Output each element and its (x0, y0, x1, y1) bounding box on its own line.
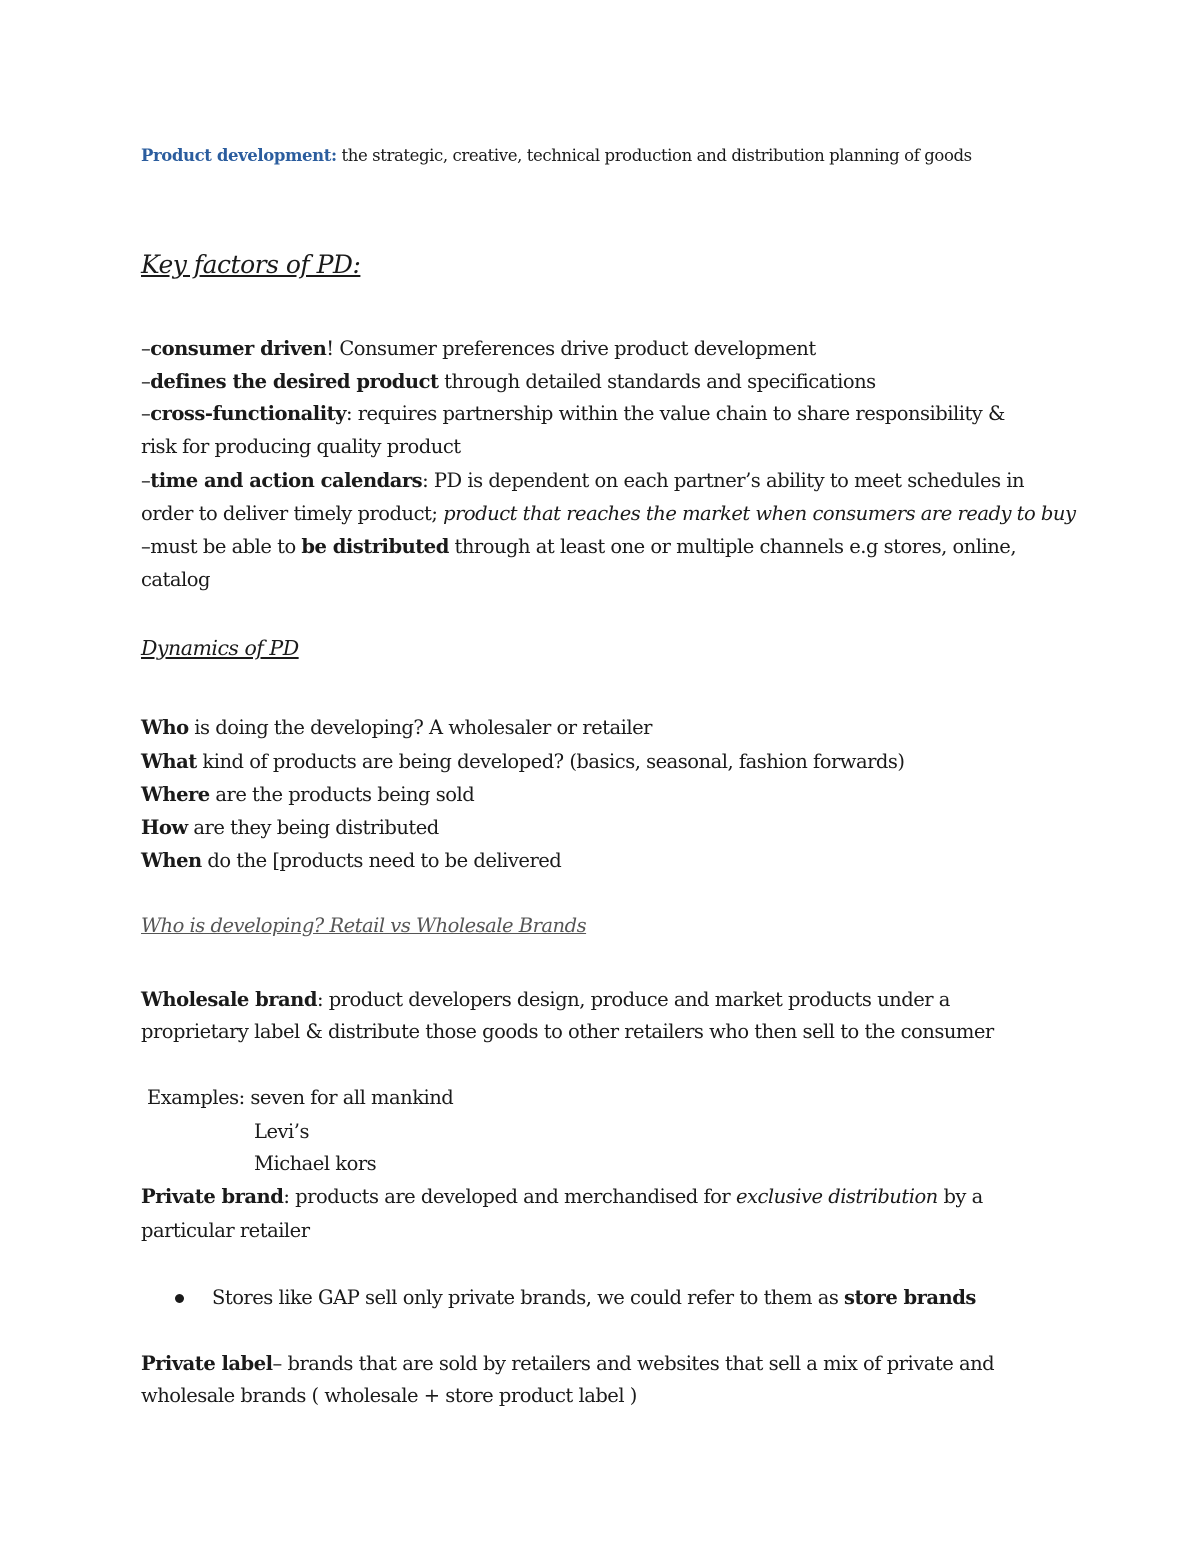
key-factor-term: consumer driven (150, 337, 327, 360)
wholesale-brand-line (141, 983, 950, 1016)
key-factor-term: time and action calendars (150, 469, 423, 492)
key-factor-continuation: catalog (141, 568, 210, 591)
dash: – (141, 469, 151, 492)
dynamics-question-word: How (141, 816, 188, 839)
key-factor-term: cross-functionality (150, 402, 346, 425)
key-factor-text: : PD is dependent on each partner’s ability to meet schedules in (422, 469, 1025, 492)
key-factor-term: defines the desired product (150, 370, 439, 393)
dynamics-text: are the products being sold (209, 783, 475, 806)
definition-line (141, 139, 972, 172)
dash: – (141, 535, 151, 558)
key-factor-item (141, 464, 1024, 497)
example-item: Michael kors (254, 1152, 377, 1175)
dash: – (141, 402, 151, 425)
key-factors-heading: Key factors of PD: (141, 250, 361, 279)
private-label-term: Private label (141, 1352, 273, 1375)
private-brand-term: Private brand (141, 1185, 284, 1208)
key-factor-text: : requires partnership within the value chain to share responsibility & (345, 402, 1005, 425)
dynamics-question-word: When (141, 849, 202, 872)
key-factor-item (141, 530, 1016, 563)
wholesale-brand-term: Wholesale brand (141, 988, 317, 1011)
key-factor-item (141, 397, 1005, 430)
examples-label: Examples: seven for all mankind (147, 1086, 454, 1109)
dynamics-item (141, 844, 561, 877)
dash: – (141, 370, 151, 393)
private-label-continuation: wholesale brands ( wholesale + store product label ) (141, 1384, 637, 1407)
key-factor-text: through at least one or multiple channels e.g stores, online, (448, 535, 1017, 558)
private-brand-line (141, 1180, 983, 1213)
private-brand-continuation: particular retailer (141, 1219, 310, 1242)
key-factor-emphasis: product that reaches the market when consumers are ready to buy (443, 502, 1076, 525)
definition-text: the strategic, creative, technical production and distribution planning of goods (336, 146, 972, 165)
dash: – (141, 337, 151, 360)
dynamics-question-word: What (141, 750, 197, 773)
dynamics-heading: Dynamics of PD (141, 636, 299, 660)
bullet-text: Stores like GAP sell only private brands, we could refer to them as (212, 1286, 845, 1309)
definition-term: Product development: (141, 146, 337, 165)
private-brand-text: by a (937, 1185, 983, 1208)
private-label-text: – brands that are sold by retailers and websites that sell a mix of private and (272, 1352, 995, 1375)
dynamics-item (141, 778, 474, 811)
key-factor-text: ! Consumer preferences drive product development (326, 337, 816, 360)
key-factor-term: be distributed (301, 535, 449, 558)
bullet-item (212, 1281, 976, 1314)
retail-vs-wholesale-heading: Who is developing? Retail vs Wholesale Brands (141, 914, 587, 937)
private-brand-text: : products are developed and merchandised for (283, 1185, 736, 1208)
key-factor-continuation (141, 497, 1076, 530)
bullet-dot-icon (175, 1294, 184, 1303)
private-label-line (141, 1347, 994, 1380)
key-factor-continuation: risk for producing quality product (141, 435, 461, 458)
wholesale-brand-continuation: proprietary label & distribute those goods to other retailers who then sell to the consumer (141, 1020, 994, 1043)
key-factor-item (141, 365, 876, 398)
key-factor-text: order to deliver timely product; (141, 502, 444, 525)
wholesale-brand-text: : product developers design, produce and market products under a (316, 988, 950, 1011)
dynamics-question-word: Who (141, 716, 189, 739)
dynamics-text: kind of products are being developed? (basics, seasonal, fashion forwards) (196, 750, 905, 773)
dynamics-item (141, 811, 439, 844)
dynamics-item (141, 745, 905, 778)
key-factor-item (141, 332, 816, 365)
key-factor-text: must be able to (150, 535, 302, 558)
dynamics-text: do the [products need to be delivered (201, 849, 562, 872)
dynamics-text: is doing the developing? A wholesaler or retailer (188, 716, 652, 739)
dynamics-text: are they being distributed (187, 816, 439, 839)
key-factor-text: through detailed standards and specifications (438, 370, 876, 393)
example-item: Levi’s (254, 1120, 309, 1143)
private-brand-emphasis: exclusive distribution (735, 1185, 938, 1208)
bullet-emphasis: store brands (844, 1286, 976, 1309)
dynamics-item (141, 711, 652, 744)
dynamics-question-word: Where (141, 783, 210, 806)
